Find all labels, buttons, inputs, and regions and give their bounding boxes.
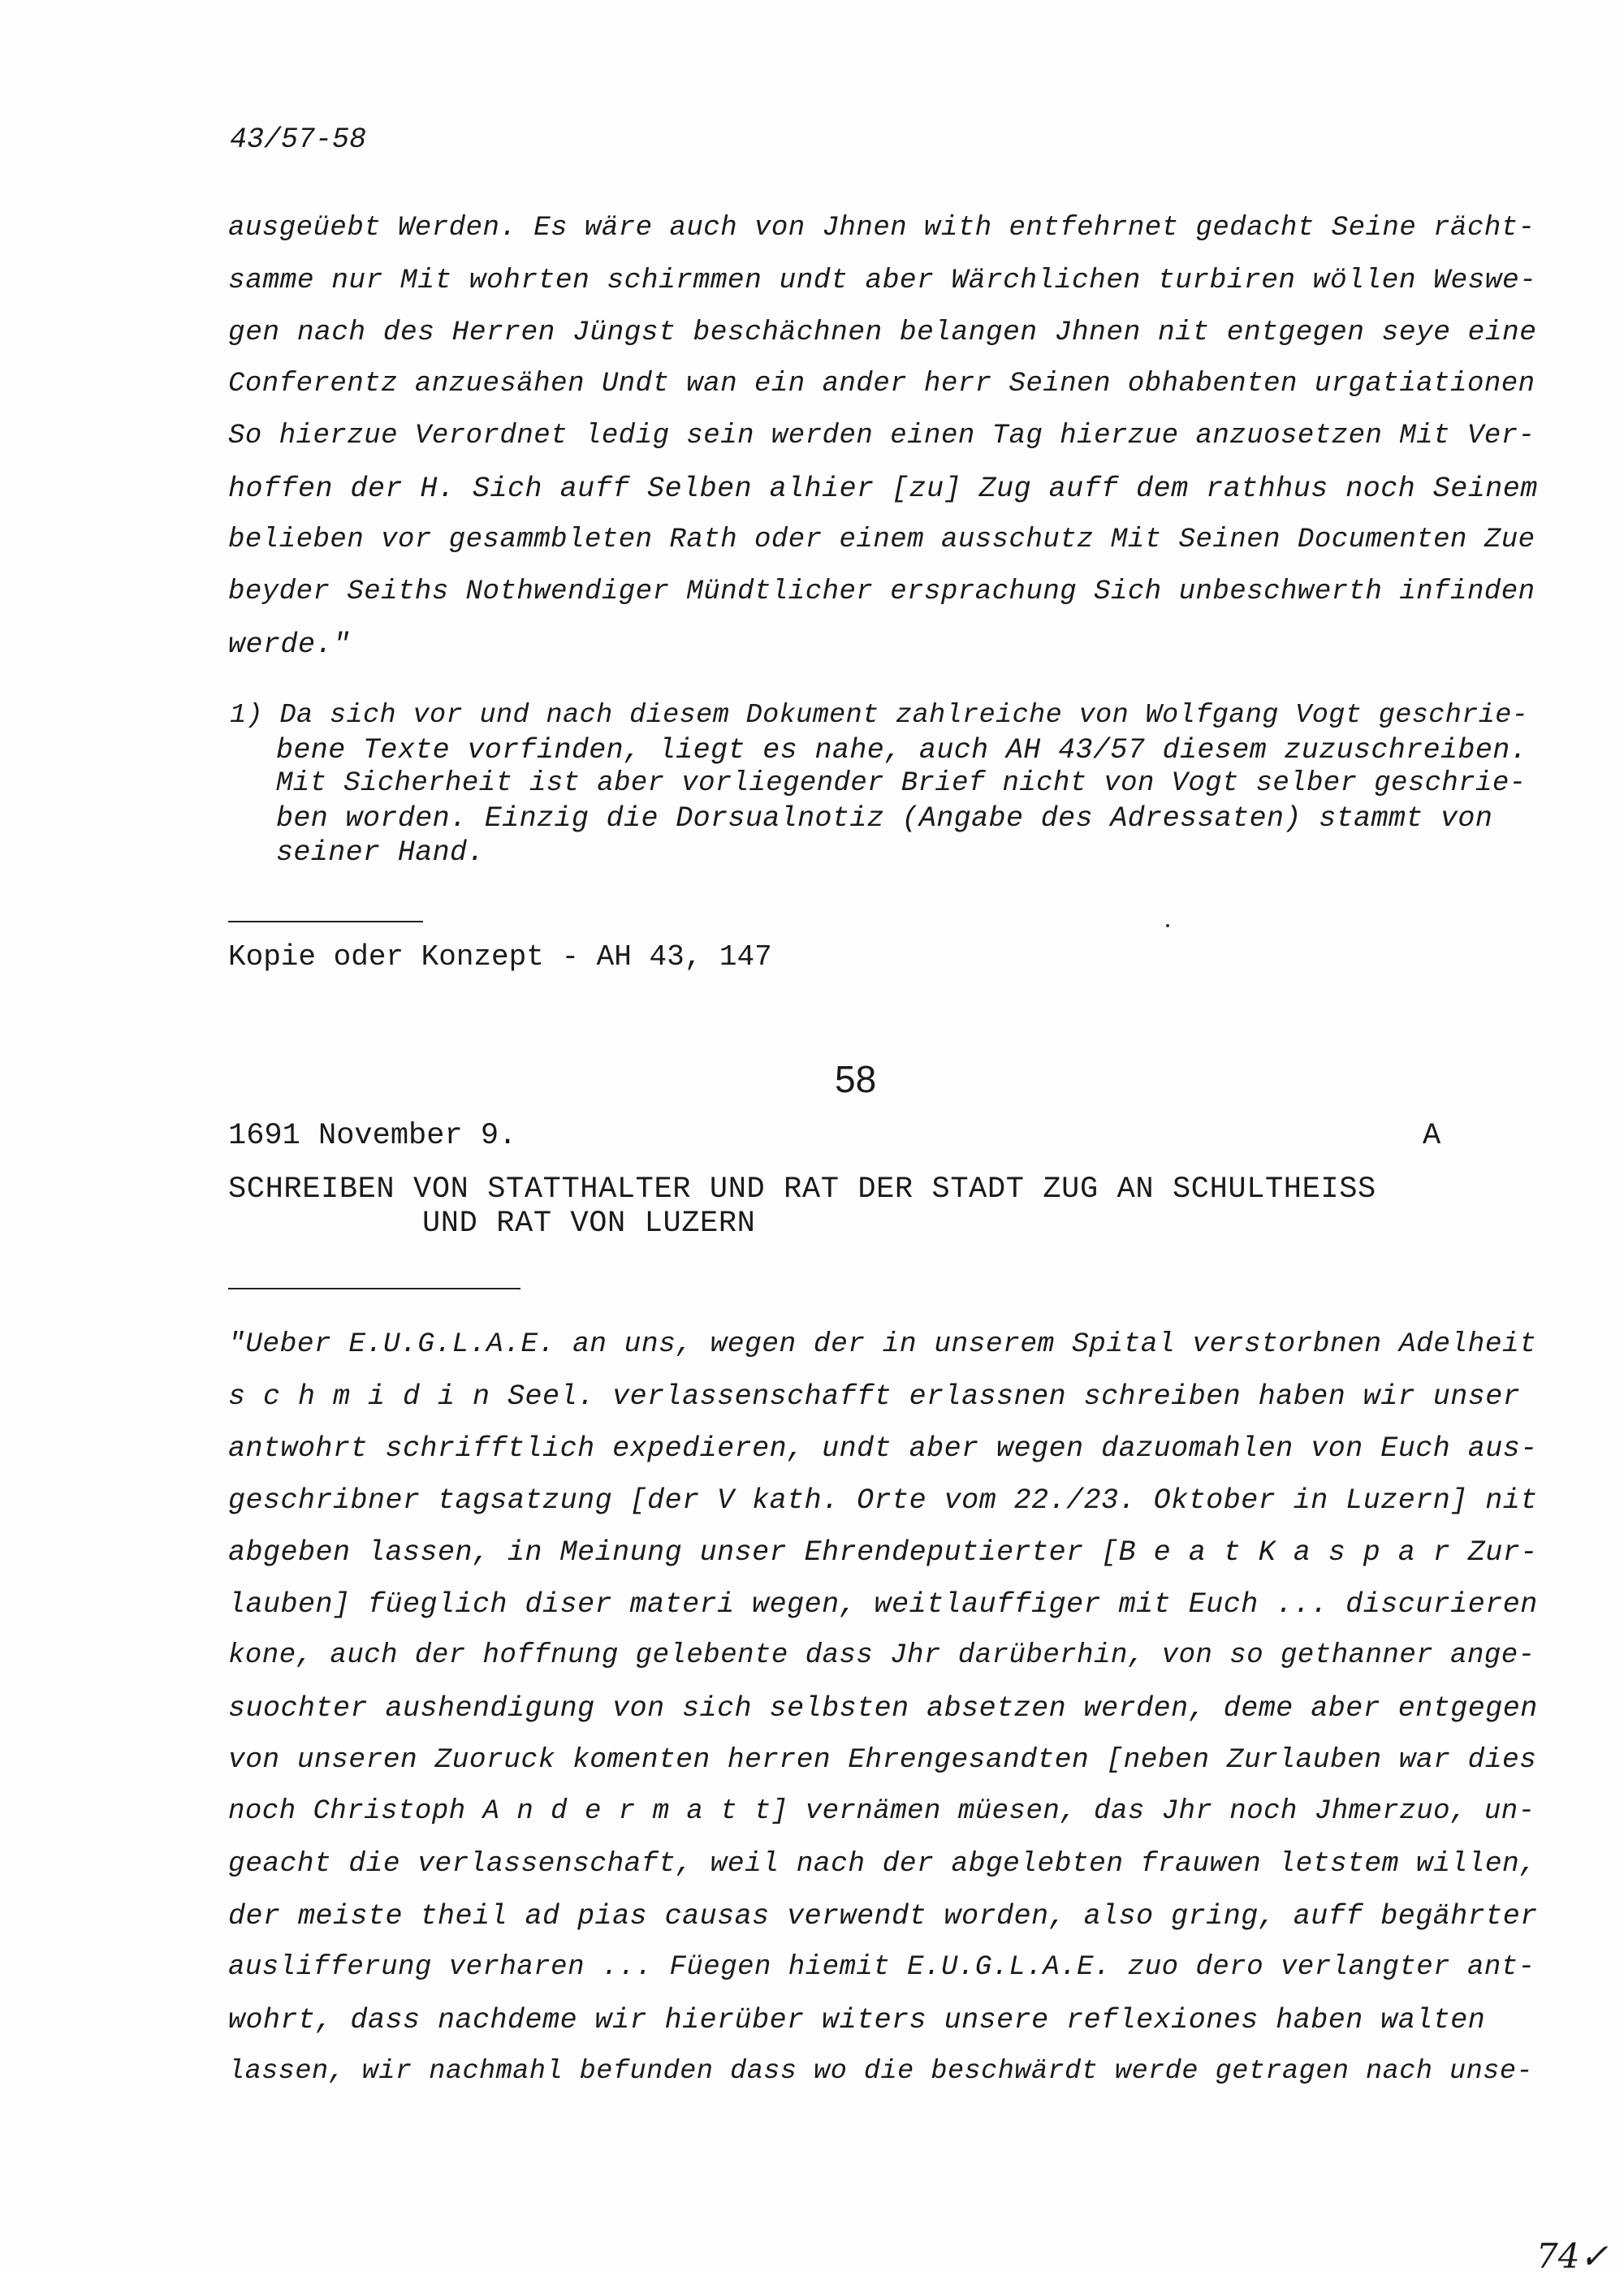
text-line: beyder Seiths Nothwendiger Mündtlicher ersprachung Sich unbeschwerth infinden: [228, 577, 1535, 607]
speck: [1166, 924, 1169, 927]
text-line: kone, auch der hoffnung gelebente dass Jhr darüberhin, von so gethanner ange-: [228, 1640, 1535, 1671]
handwritten-page-mark: 74✓: [1536, 2236, 1609, 2276]
text-line: antwohrt schrifftlich expedieren, undt aber wegen dazuomahlen von Euch aus-: [228, 1432, 1538, 1465]
text-line: wohrt, dass nachdeme wir hierüber witers unsere reflexiones haben walten: [228, 2004, 1486, 2036]
footnote-line: Mit Sicherheit ist aber vorliegender Brief nicht von Vogt selber geschrie-: [276, 768, 1527, 799]
text-line: hoffen der H. Sich auff Selben alhier [zu] Zug auff dem rathhus noch Seinem: [228, 473, 1538, 505]
section-divider: [228, 921, 423, 922]
text-line: suochter aushendigung von sich selbsten absetzen werden, deme aber entgegen: [228, 1692, 1538, 1725]
document-date: 1691 November 9.: [228, 1119, 517, 1153]
text-line: lauben] füeglich diser materi wegen, weitlauffiger mit Euch ... discurieren: [228, 1588, 1538, 1621]
document-title-continued: UND RAT VON LUZERN: [422, 1207, 756, 1241]
document-title: SCHREIBEN VON STATTHALTER UND RAT DER STADT ZUG AN SCHULTHEISS: [228, 1173, 1376, 1207]
text-line: geacht die verlassenschaft, weil nach der abgelebten frauwen letstem willen,: [228, 1848, 1537, 1880]
footnote-line: 1) Da sich vor und nach diesem Dokument zahlreiche von Wolfgang Vogt geschrie-: [230, 700, 1529, 731]
document-type-code: A: [1423, 1119, 1441, 1153]
text-line: werde.": [228, 628, 351, 661]
text-line: s c h m i d i n Seel. verlassenschafft erlassnen schreiben haben wir unser: [228, 1380, 1521, 1413]
footnote-line: bene Texte vorfinden, liegt es nahe, auch AH 43/57 diesem zuzuschreiben.: [276, 734, 1528, 767]
text-line: gen nach des Herren Jüngst beschächnen belangen Jhnen nit entgegen seye eine: [228, 317, 1537, 348]
footnote-line: seiner Hand.: [276, 836, 485, 869]
text-line: lassen, wir nachmahl befunden dass wo die beschwärdt werde getragen nach unse-: [228, 2056, 1534, 2087]
copy-note: Kopie oder Konzept - AH 43, 147: [228, 940, 772, 974]
text-line: von unseren Zuoruck komenten herren Ehrengesandten [neben Zurlauben war dies: [228, 1744, 1537, 1776]
text-line: "Ueber E.U.G.L.A.E. an uns, wegen der in unserem Spital verstorbnen Adelheit: [228, 1328, 1537, 1360]
text-line: abgeben lassen, in Meinung unser Ehrendeputierter [B e a t K a s p a r Zur-: [228, 1536, 1538, 1569]
document-number: 58: [835, 1058, 877, 1100]
text-line: geschribner tagsatzung [der V kath. Orte vom 22./23. Oktober in Luzern] nit: [228, 1484, 1538, 1517]
text-line: der meiste theil ad pias causas verwendt worden, also gring, auff begährter: [228, 1900, 1538, 1933]
title-divider: [228, 1288, 520, 1289]
text-line: belieben vor gesammbleten Rath oder einem ausschutz Mit Seinen Documenten Zue: [228, 525, 1535, 555]
archive-reference: 43/57-58: [230, 123, 367, 156]
text-line: auslifferung verharen ... Füegen hiemit E.U.G.L.A.E. zuo dero verlangter ant-: [228, 1952, 1535, 1983]
text-line: noch Christoph A n d e r m a t t] vernämen müesen, das Jhr noch Jhmerzuo, un-: [228, 1796, 1535, 1827]
text-line: ausgeüebt Werden. Es wäre auch von Jhnen with entfehrnet gedacht Seine rächt-: [228, 213, 1535, 244]
text-line: samme nur Mit wohrten schirmmen undt aber Wärchlichen turbiren wöllen Weswe-: [228, 265, 1537, 296]
footnote-line: ben worden. Einzig die Dorsualnotiz (Angabe des Adressaten) stammt von: [276, 802, 1493, 835]
text-line: So hierzue Verordnet ledig sein werden einen Tag hierzue anzuosetzen Mit Ver-: [228, 421, 1535, 451]
text-line: Conferentz anzuesähen Undt wan ein ander herr Seinen obhabenten urgatiationen: [228, 369, 1535, 399]
